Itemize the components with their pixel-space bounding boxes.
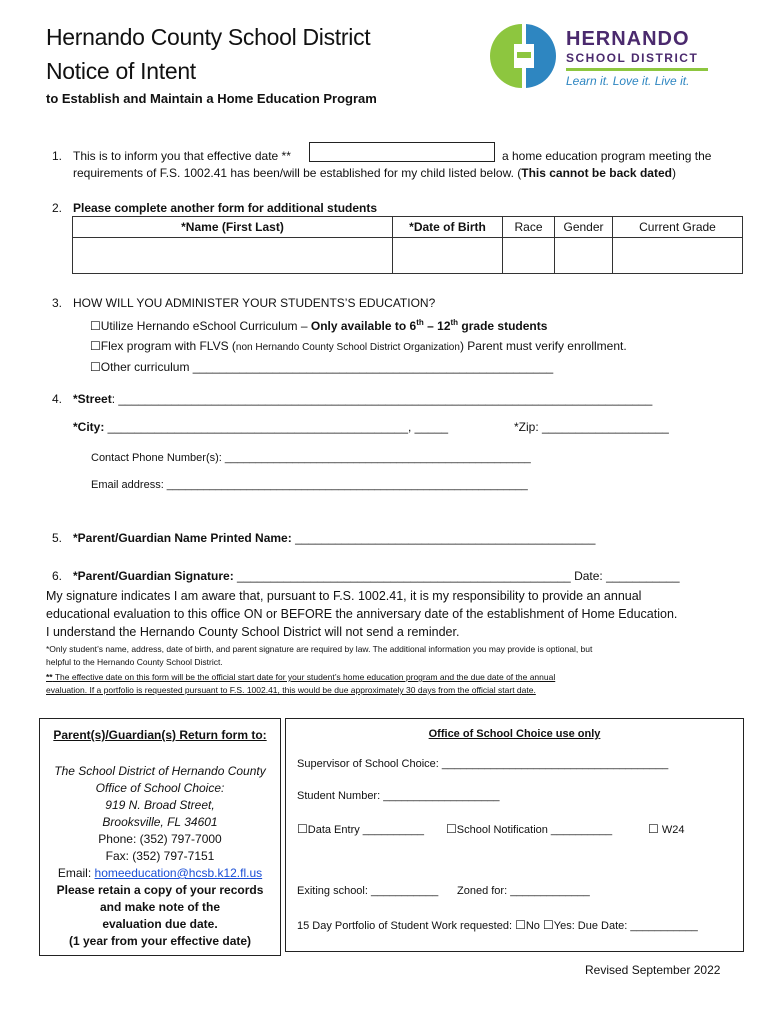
effective-date-text-b: a home education program meeting the [502,149,712,163]
logo-subname: SCHOOL DISTRICT [566,51,699,65]
return-address [40,763,280,950]
notification-field[interactable] [446,822,612,836]
printed-name-label: *Parent/Guardian Name Printed Name: [73,531,292,545]
item-number: 4. [52,392,63,406]
flvs-label-end: ) Parent must verify enrollment. [459,339,627,353]
grade-note-c: – 12 [423,319,451,333]
column-header-grade: Current Grade [613,217,743,238]
district-logo-icon [486,20,561,92]
eschool-checkbox[interactable]: ☐ [90,319,101,333]
signature-field[interactable] [73,569,680,583]
logo-tagline: Learn it. Love it. Live it. [566,74,690,88]
portfolio-yes-checkbox[interactable]: ☐ [542,918,554,932]
no-backdate-notice: This cannot be back dated [521,166,672,180]
w24-checkbox[interactable]: ☐ [648,822,659,836]
footnote-star: ** [46,672,53,682]
footnote-line: helpful to the Hernando County School District. [46,657,223,667]
zip-label: *Zip [514,420,536,434]
street-address: 919 N. Broad Street, [105,798,215,812]
effective-date-field[interactable] [309,142,495,162]
requirements-text [73,166,676,180]
zoned-for-field[interactable]: Zoned for: _____________ [457,885,590,897]
item-number: 5. [52,531,63,545]
student-gender-cell[interactable] [555,238,613,274]
city-field[interactable] [73,420,448,434]
portfolio-no-checkbox[interactable]: ☐ [515,918,526,932]
item-number: 1. [52,149,63,163]
return-heading: Parent(s)/Guardian(s) Return form to: [53,728,267,742]
column-header-gender: Gender [555,217,613,238]
street-line[interactable]: : ________________________________________________________________________________ [111,392,653,406]
statement-line: I understand the Hernando County School District will not send a reminder. [46,625,460,639]
effective-date-text: This is to inform you that effective date ** [73,149,291,163]
w24-field[interactable] [648,822,684,836]
street-field[interactable] [73,392,652,406]
retain-note: (1 year from your effective date) [68,934,252,948]
zip-line[interactable]: : ___________________ [535,420,669,434]
logo-divider [566,68,708,71]
column-header-dob: *Date of Birth [393,217,503,238]
footnote-line: evaluation. If a portfolio is requested pursuant to F.S. 1002.41, this would be due approximately 30 days from the official start date. [46,685,536,695]
notification-label: School Notification __________ [456,824,613,836]
retain-note: and make note of the [99,900,221,914]
revision-date: Revised September 2022 [585,963,721,977]
office-name: Office of School Choice: [95,781,225,795]
option-flvs[interactable] [90,339,627,353]
eschool-grade-note [311,319,548,333]
retain-note: Please retain a copy of your records [56,883,264,897]
city-address: Brooksville, FL 34601 [102,815,218,829]
eschool-label: Utilize Hernando eSchool Curriculum – [100,319,311,333]
data-entry-checkbox[interactable]: ☐ [297,822,308,836]
data-entry-field[interactable] [297,822,424,836]
portfolio-field[interactable] [297,918,698,932]
supervisor-field[interactable]: Supervisor of School Choice: _____________________________________ [297,758,669,770]
footnote-required [46,643,592,669]
administer-heading: HOW WILL YOU ADMINISTER YOUR STUDENTS’S EDUCATION? [73,296,436,310]
student-grade-cell[interactable] [613,238,743,274]
street-label: *Street [73,392,112,406]
data-entry-label: Data Entry __________ [307,824,424,836]
retain-note: evaluation due date. [102,917,218,931]
office-use-heading: Office of School Choice use only [428,728,601,740]
portfolio-label: 15 Day Portfolio of Student Work requested: [297,920,516,932]
statement-line: My signature indicates I am aware that, pursuant to F.S. 1002.41, it is my responsibility to provide an annual [46,589,642,603]
other-curriculum-label: Other curriculum ______________________________________________________ [100,360,554,374]
city-line[interactable]: _____________________________________________, _____ [104,420,449,434]
option-eschool[interactable] [90,318,547,333]
flvs-checkbox[interactable]: ☐ [90,339,101,353]
office-fax: Fax: (352) 797-7151 [105,849,215,863]
flvs-label: Flex program with FLVS ( [100,339,236,353]
email-label: Email: [57,866,95,880]
statement-line: educational evaluation to this office ON or BEFORE the anniversary date of the establishment of Home Education. [46,607,678,621]
column-header-name: *Name (First Last) [73,217,393,238]
student-dob-cell[interactable] [393,238,503,274]
student-number-field[interactable]: Student Number: ___________________ [297,790,500,802]
signature-statement [46,587,677,641]
return-address-box [39,718,281,956]
notification-checkbox[interactable]: ☐ [446,822,457,836]
city-label: *City: [73,420,105,434]
student-race-cell[interactable] [503,238,555,274]
office-phone: Phone: (352) 797-7000 [98,832,222,846]
signature-label: *Parent/Guardian Signature: [73,569,234,583]
option-other[interactable] [90,360,553,374]
item-number: 2. [52,201,63,215]
footnote-line: *Only student’s name, address, date of birth, and parent signature are required by law. The additional information you may provide is optional, but [46,644,593,654]
sup-th: th [450,318,459,327]
w24-label: W24 [658,824,685,836]
requirements-text-end: ) [671,166,676,180]
additional-students-heading: Please complete another form for additional students [73,201,378,215]
form-title: Hernando County School District [46,24,371,50]
student-table [72,216,743,274]
footnote-line: The effective date on this form will be the official start date for your student’s home education program and the due date of the annual [52,672,556,682]
flvs-note: non Hernando County School District Organization [235,342,460,353]
printed-name-line[interactable]: _____________________________________________ [291,531,596,545]
item-number: 3. [52,296,63,310]
sup-th: th [416,318,424,327]
grade-note-a: Only available to 6 [310,319,417,333]
email-field[interactable]: Email address: ___________________________________________________________ [91,479,528,491]
org-name: The School District of Hernando County [54,764,266,778]
other-checkbox[interactable]: ☐ [90,360,101,374]
email-link[interactable]: homeeducation@hcsb.k12.fl.us [94,866,263,880]
logo-name: HERNANDO [566,28,690,50]
portfolio-yes-label: Yes: Due Date: ___________ [553,920,698,932]
student-name-cell[interactable] [73,238,393,274]
grade-note-d: grade students [458,319,548,333]
footnote-effective-date [46,671,555,697]
phone-field[interactable]: Contact Phone Number(s): __________________________________________________ [91,452,531,464]
exiting-school-field[interactable]: Exiting school: ___________ [297,885,439,897]
item-number: 6. [52,569,63,583]
portfolio-no-label: No [525,920,543,932]
requirements-text-a: requirements of F.S. 1002.41 has been/will be established for my child listed below. ( [73,166,522,180]
zip-field[interactable] [514,420,669,434]
form-title-line2: Notice of Intent [46,58,196,84]
printed-name-field[interactable] [73,531,595,545]
signature-line[interactable]: __________________________________________________ Date: ___________ [233,569,680,583]
form-subtitle: to Establish and Maintain a Home Education Program [46,91,377,106]
column-header-race: Race [503,217,555,238]
